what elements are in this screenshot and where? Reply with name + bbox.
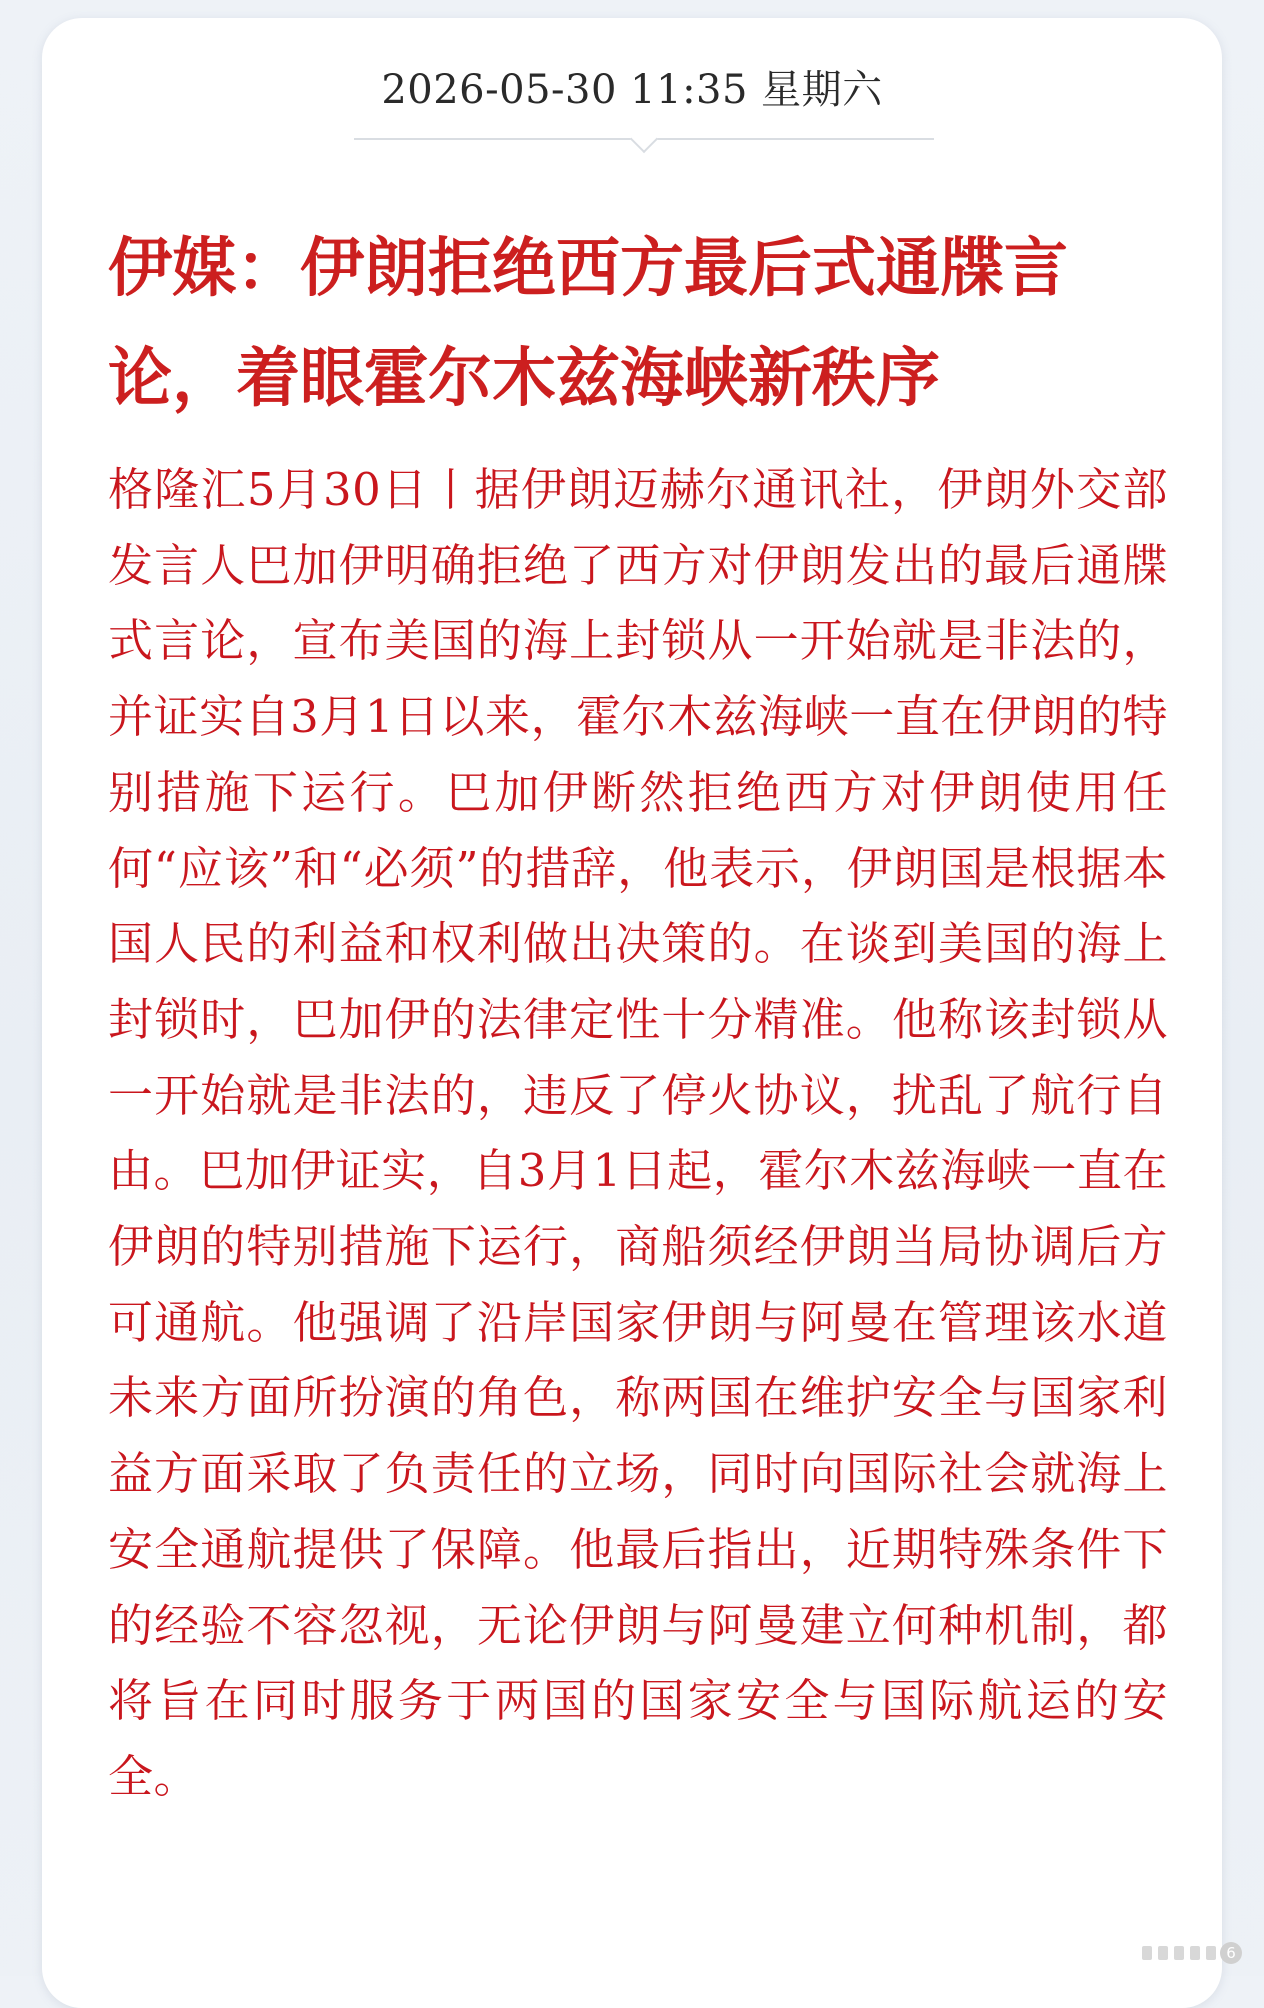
page-indicator[interactable] [1142, 1942, 1242, 1964]
article-title: 伊媒：伊朗拒绝西方最后式通牒言论，着眼霍尔木兹海峡新秩序 [108, 231, 1068, 416]
article-card [42, 18, 1222, 2008]
page-dot [1142, 1946, 1152, 1960]
divider-notch-icon [630, 125, 658, 153]
article-body: 格隆汇5月30日丨据伊朗迈赫尔通讯社，伊朗外交部发言人巴加伊明确拒绝了西方对伊朗发出的最后通牒式言论，宣布美国的海上封锁从一开始就是非法的，并证实自3月1日以来，霍尔木兹海峡一直在伊朗的特别措施下运行。巴加伊断然拒绝西方对伊朗使用任何“应该”和“必须”的措辞，他表示，伊朗国是根据本国人民的利益和权利做出决策的。在谈到美国的海上封锁时，巴加伊的法律定性十分精准。他称该封锁从一开始就是非法的，违反了停火协议，扰乱了航行自由。巴加伊证实，自3月1日起，霍尔木兹海峡一直在伊朗的特别措施下运行，商船须经伊朗当局协调后方可通航。他强调了沿岸国家伊朗与阿曼在管理该水道未来方面所扮演的角色，称两国在维护安全与国家利益方面采取了负责任的立场，同时向国际社会就海上安全通航提供了保障。他最后指出，近期特殊条件下的经验不容忽视，无论伊朗与阿曼建立何种机制，都将旨在同时服务于两国的国家安全与国际航运的安全。 [108, 463, 1168, 1803]
page-dots-icon [1142, 1946, 1216, 1960]
page-dot [1206, 1946, 1216, 1960]
page-number-badge: 6 [1220, 1942, 1242, 1964]
page-dot [1158, 1946, 1168, 1960]
date-header: 2026-05-30 11:35 星期六 [381, 67, 883, 113]
page-dot [1190, 1946, 1200, 1960]
page-dot [1174, 1946, 1184, 1960]
